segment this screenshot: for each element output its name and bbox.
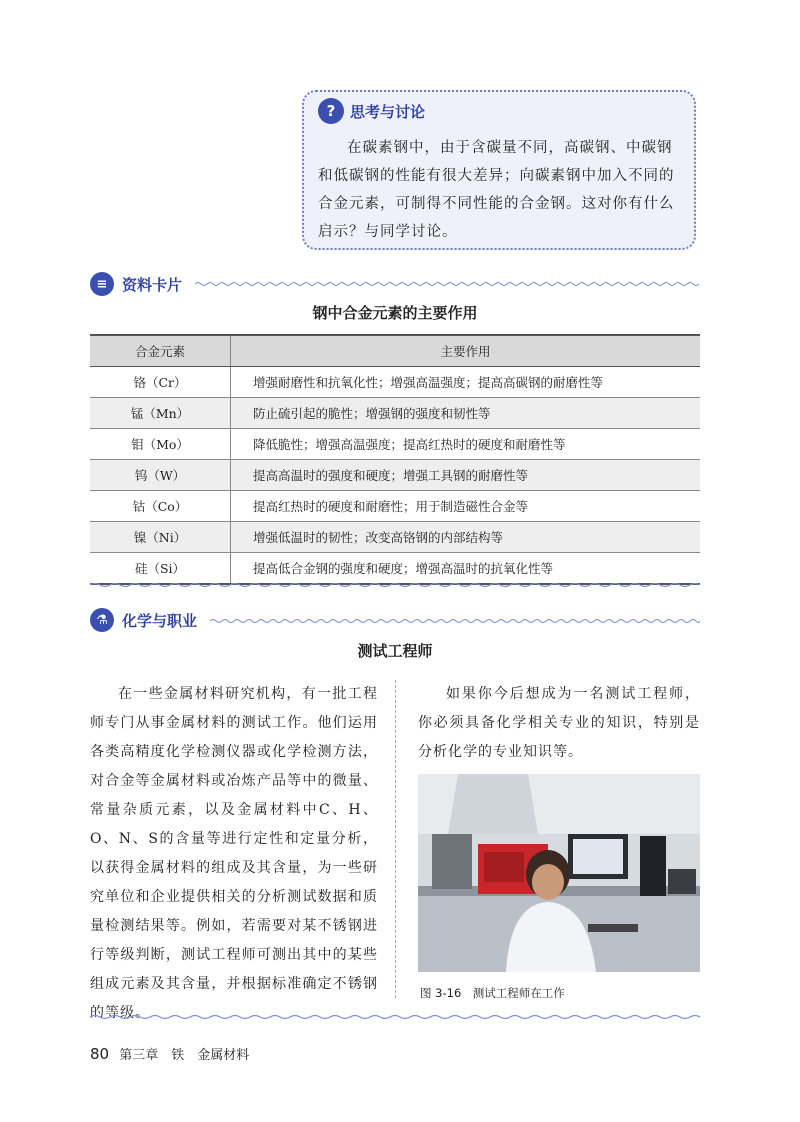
career-header [90,608,197,632]
element-cell: 锰（Mn） [90,398,231,429]
header-function: 主要作用 [231,335,701,367]
data-card-title: 资料卡片 [122,275,183,294]
table-row [90,429,700,460]
alloy-elements-table [90,334,700,585]
table-title: 钢中合金元素的主要作用 [312,304,478,322]
lab-scene-illustration [418,774,700,972]
table-row [90,398,700,429]
column-divider [395,680,396,998]
bottom-wave-divider [90,1014,700,1020]
career-title: 测试工程师 [357,642,433,660]
career-section-title: 化学与职业 [122,611,198,630]
function-cell: 增强低温时的韧性；改变高铬钢的内部结构等 [231,522,701,553]
table-row [90,491,700,522]
function-cell: 提高低合金钢的强度和硬度；增强高温时的抗氧化性等 [231,553,701,585]
table-header-row [90,335,700,367]
page-footer [90,1044,249,1063]
photo-caption: 图 3-16 测试工程师在工作 [420,986,565,1000]
element-cell: 钨（W） [90,460,231,491]
table-row [90,367,700,398]
function-cell: 提高红热时的硬度和耐磨性；用于制造磁性合金等 [231,491,701,522]
table-bottom-wave-divider [90,582,700,588]
element-cell: 镍（Ni） [90,522,231,553]
career-icon: ⚗ [90,608,114,632]
data-card-header [90,272,182,296]
function-cell: 防止硫引起的脆性；增强钢的强度和韧性等 [231,398,701,429]
career-wave-divider [210,618,700,624]
data-card-wave-divider [195,281,700,287]
think-discuss-box [302,90,696,250]
page-number: 80 [90,1045,110,1063]
think-discuss-header [318,98,425,124]
element-cell: 硅（Si） [90,553,231,585]
header-element: 合金元素 [90,335,231,367]
table-row [90,522,700,553]
function-cell: 降低脆性；增强高温强度；提高红热时的硬度和耐磨性等 [231,429,701,460]
career-right-text: 如果你今后想成为一名测试工程师，你必须具备化学相关专业的知识，特别是分析化学的专业知识等。 [418,686,700,760]
chapter-title: 第三章 铁 金属材料 [119,1048,250,1063]
table-row [90,460,700,491]
function-cell: 提高高温时的强度和硬度；增强工具钢的耐磨性等 [231,460,701,491]
think-discuss-text: 在碳素钢中，由于含碳量不同，高碳钢、中碳钢和低碳钢的性能有很大差异；向碳素钢中加入不同的合金元素，可制得不同性能的合金钢。这对你有什么启示？与同学讨论。 [318,140,675,240]
element-cell: 钼（Mo） [90,429,231,460]
engineer-photo [418,774,700,972]
function-cell: 增强耐磨性和抗氧化性；增强高温强度；提高高碳钢的耐磨性等 [231,367,701,398]
question-icon: ? [318,98,344,124]
think-discuss-title: 思考与讨论 [350,102,426,121]
element-cell: 钴（Co） [90,491,231,522]
card-icon: ≡ [90,272,114,296]
element-cell: 铬（Cr） [90,367,231,398]
career-left-text: 在一些金属材料研究机构，有一批工程师专门从事金属材料的测试工作。他们运用各类高精度化学检测仪器或化学检测方法，对合金等金属材料或冶炼产品等中的微量、常量杂质元素，以及金属材料中C、H、O、N、S的含量等进行定性和定量分析，以获得金属材料的组成及其含量，为一些研究单位和企业提供相关的分析测试数据和质量检测结果等。例如，若需要对某不锈钢进行等级判断，测试工程师可测出其中的某些组成元素及其含量，并根据标准确定不锈钢的等级。 [90,686,378,1021]
table-row [90,553,700,585]
